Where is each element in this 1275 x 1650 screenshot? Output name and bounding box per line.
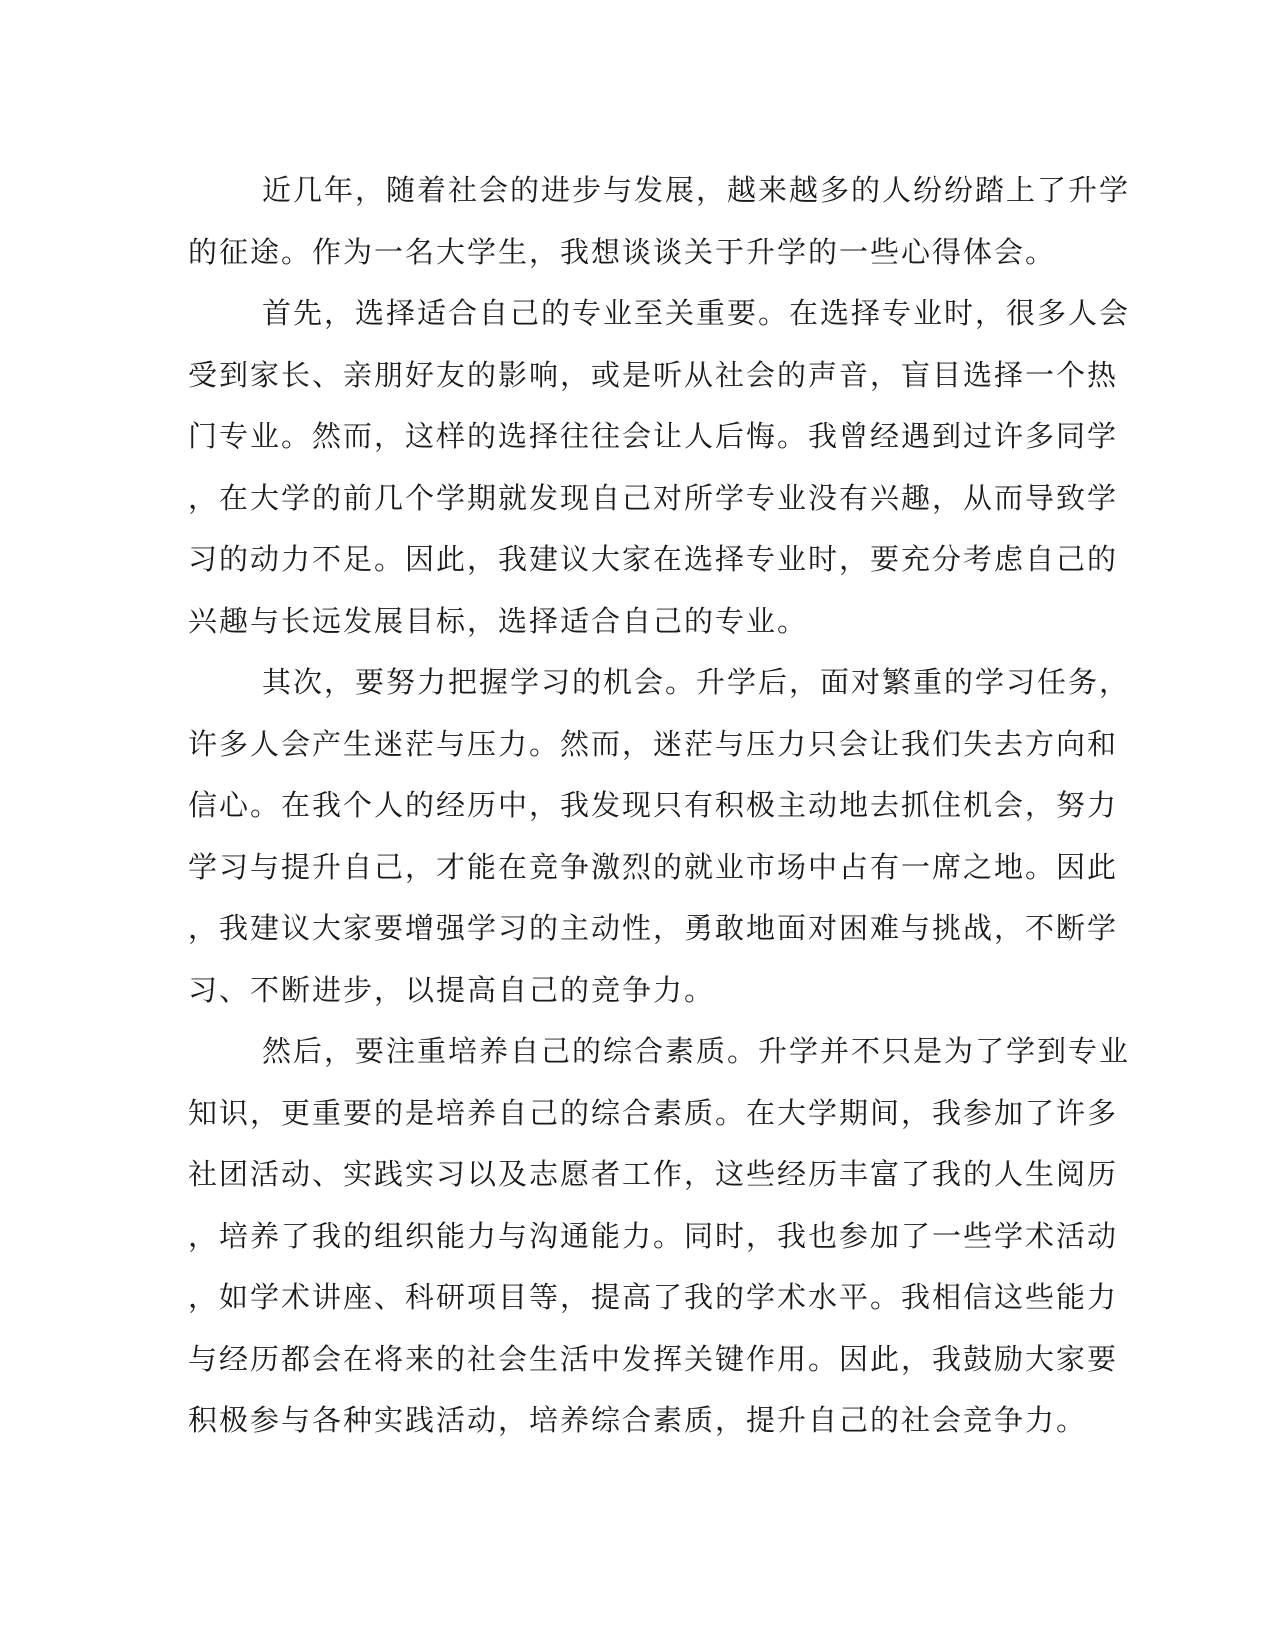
document-body — [188, 160, 1131, 1452]
text-line: 社团活动、实践实习以及志愿者工作，这些经历丰富了我的人生阅历 — [188, 1157, 1119, 1191]
paragraph-overall-quality — [188, 1021, 1131, 1452]
paragraph-seize-opportunity — [188, 652, 1131, 1021]
text-line: 许多人会产生迷茫与压力。然而，迷茫与压力只会让我们失去方向和 — [188, 726, 1119, 761]
text-line: 的征途。作为一名大学生，我想谈谈关于升学的一些心得体会。 — [188, 234, 1057, 269]
text-line: 与经历都会在将来的社会生活中发挥关键作用。因此，我鼓励大家要 — [188, 1341, 1119, 1376]
text-line: 兴趣与长远发展目标，选择适合自己的专业。 — [188, 603, 809, 638]
text-line: 习的动力不足。因此，我建议大家在选择专业时，要充分考虑自己的 — [188, 542, 1119, 576]
text-line: 信心。在我个人的经历中，我发现只有积极主动地去抓住机会，努力 — [188, 788, 1119, 822]
text-line: ，我建议大家要增强学习的主动性，勇敢地面对困难与挑战，不断学 — [188, 911, 1119, 945]
paragraph-intro — [188, 160, 1131, 283]
text-line: ，培养了我的组织能力与沟通能力。同时，我也参加了一些学术活动 — [188, 1218, 1119, 1253]
text-line: ，如学术讲座、科研项目等，提高了我的学术水平。我相信这些能力 — [188, 1280, 1119, 1314]
text-line: 近几年，随着社会的进步与发展，越来越多的人纷纷踏上了升学 — [262, 173, 1131, 207]
text-line: 门专业。然而，这样的选择往往会让人后悔。我曾经遇到过许多同学 — [188, 419, 1119, 453]
paragraph-choose-major — [188, 283, 1131, 652]
text-line: 然后，要注重培养自己的综合素质。升学并不只是为了学到专业 — [262, 1034, 1131, 1068]
text-line: 学习与提升自己，才能在竞争激烈的就业市场中占有一席之地。因此 — [188, 849, 1119, 884]
text-line: 首先，选择适合自己的专业至关重要。在选择专业时，很多人会 — [262, 296, 1131, 330]
text-line: 习、不断进步，以提高自己的竞争力。 — [188, 972, 716, 1007]
text-line: 受到家长、亲朋好友的影响，或是听从社会的声音，盲目选择一个热 — [188, 357, 1119, 392]
text-line: ，在大学的前几个学期就发现自己对所学专业没有兴趣，从而导致学 — [188, 480, 1119, 515]
text-line: 其次，要努力把握学习的机会。升学后，面对繁重的学习任务， — [262, 665, 1131, 699]
text-line: 知识，更重要的是培养自己的综合素质。在大学期间，我参加了许多 — [188, 1095, 1119, 1130]
text-line: 积极参与各种实践活动，培养综合素质，提升自己的社会竞争力。 — [188, 1403, 1088, 1437]
